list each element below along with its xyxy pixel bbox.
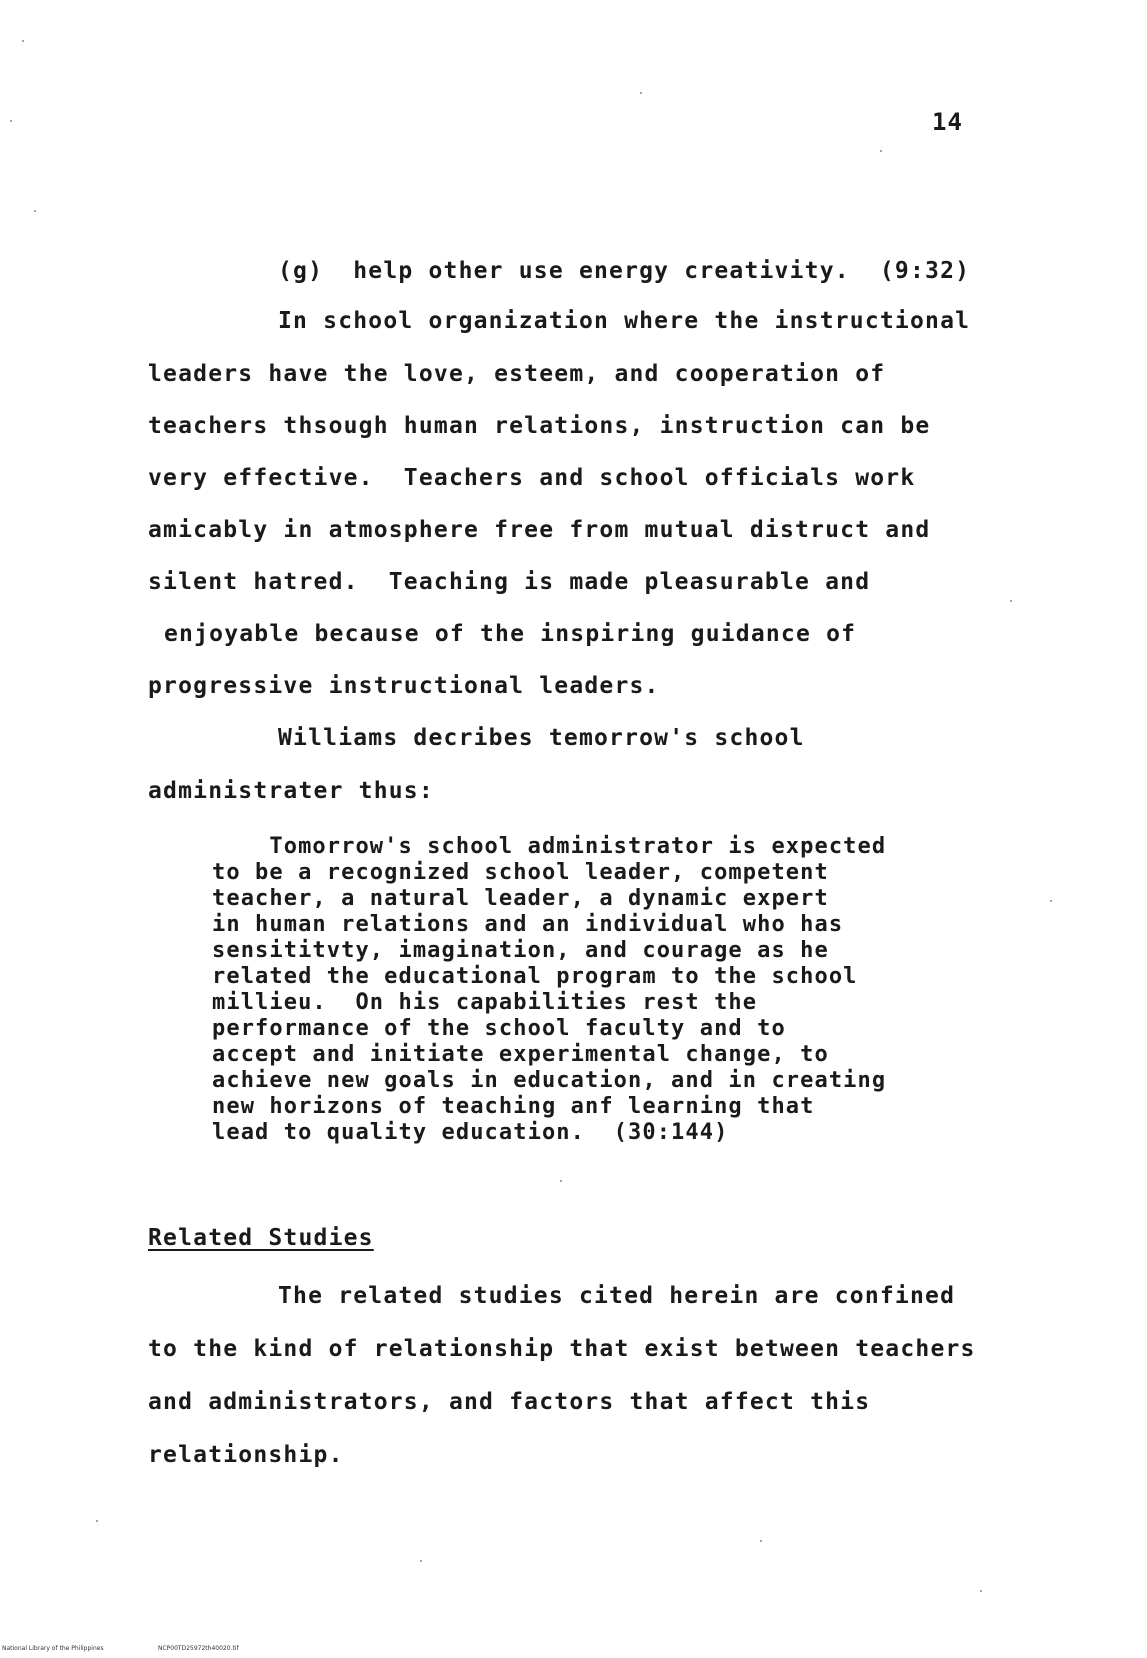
- quote-line: new horizons of teaching anf learning that: [212, 1094, 815, 1119]
- body-line: teachers thsough human relations, instruction can be: [148, 413, 931, 439]
- quote-line: Tomorrow's school administrator is expected: [212, 834, 887, 859]
- page-number: 14: [932, 108, 963, 136]
- body-line: silent hatred. Teaching is made pleasurable and: [148, 569, 871, 595]
- body-line: to the kind of relationship that exist between teachers: [148, 1336, 976, 1362]
- quote-line: achieve new goals in education, and in creating: [212, 1068, 887, 1093]
- quote-line: in human relations and an individual who has: [212, 912, 844, 937]
- quote-line: accept and initiate experimental change, to: [212, 1042, 829, 1067]
- list-item-g: (g) help other use energy creativity. (9:32): [278, 258, 971, 284]
- quote-line: sensititvty, imagination, and courage as he: [212, 938, 829, 963]
- body-line: administrater thus:: [148, 778, 434, 804]
- body-line: very effective. Teachers and school officials work: [148, 465, 916, 491]
- body-line: The related studies cited herein are confined: [278, 1283, 956, 1309]
- body-line: enjoyable because of the inspiring guidance of: [164, 621, 857, 647]
- body-line: Williams decribes temorrow's school: [278, 725, 805, 751]
- quote-line: related the educational program to the school: [212, 964, 858, 989]
- body-line: and administrators, and factors that affect this: [148, 1389, 871, 1415]
- body-line: relationship.: [148, 1442, 344, 1468]
- quote-line: teacher, a natural leader, a dynamic expert: [212, 886, 829, 911]
- body-line: In school organization where the instructional: [278, 308, 971, 334]
- footer-library: National Library of the Philippines: [2, 1645, 104, 1652]
- body-line: amicably in atmosphere free from mutual distruct and: [148, 517, 931, 543]
- footer-file-code: NCP00TD25972th40020.tif: [158, 1645, 239, 1652]
- quote-line: performance of the school faculty and to: [212, 1016, 786, 1041]
- quote-line: millieu. On his capabilities rest the: [212, 990, 758, 1015]
- section-heading: Related Studies: [148, 1225, 374, 1251]
- body-line: progressive instructional leaders.: [148, 673, 660, 699]
- quote-line: to be a recognized school leader, competent: [212, 860, 829, 885]
- body-line: leaders have the love, esteem, and cooperation of: [148, 361, 886, 387]
- quote-line: lead to quality education. (30:144): [212, 1120, 729, 1145]
